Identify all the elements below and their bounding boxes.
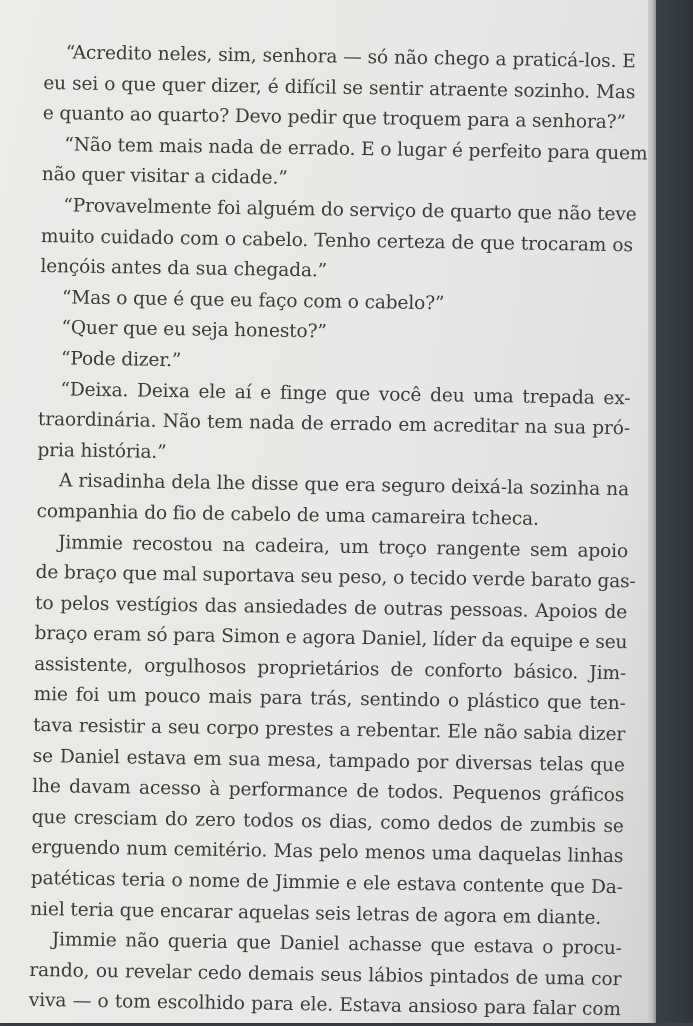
background-surface	[656, 0, 693, 1023]
text-line: e quanto ao quarto? Devo pedir que troquem para a senhora?”	[42, 103, 626, 134]
text-line: A risadinha dela lhe disse que era seguro deixá-la sozinha na	[58, 470, 630, 501]
text-line: viva — o tom escolhido para ele. Estava ansioso para falar com	[28, 990, 621, 1021]
page-edge	[648, 0, 656, 1023]
text-line: Jimmie não queria que Daniel achasse que estava o procu-	[51, 929, 622, 960]
text-line: patéticas teria o nome de Jimmie e ele estava contente que Da-	[30, 867, 623, 899]
text-line: erguendo num cemitério. Mas pelo menos uma daquelas linhas	[31, 837, 624, 868]
text-line: “Quer que eu seja honesto?”	[61, 317, 327, 343]
text-line: se Daniel estava em sua mesa, tampado por diversas telas que	[32, 745, 625, 776]
text-line: niel teria que encarar aquelas seis letras de agora em diante.	[30, 898, 602, 929]
text-line: to pelos vestígios das ansiedades de outras pessoas. Apoios de	[34, 592, 628, 623]
text-line: “Pode dizer.”	[60, 348, 182, 372]
text-line: traordinária. Não tem nada de errado em acreditar na sua pró-	[37, 409, 631, 440]
text-line: rando, ou revelar cedo demais seus lábios pintados de uma cor	[29, 959, 622, 990]
text-line: muito cuidado com o cabelo. Tenho certeza de que trocaram os	[40, 225, 633, 256]
text-line: lençóis antes da sua chegada.”	[40, 256, 328, 282]
text-line: “Acredito neles, sim, senhora — só não chego a praticá-los. E	[65, 42, 636, 73]
text-line: “Deixa. Deixa ele aí e finge que você deu uma trepada ex-	[60, 378, 631, 409]
text-line: “Provavelmente foi alguém do serviço de quarto que não teve	[63, 195, 637, 226]
text-line: tava resistir a seu corpo prestes a rebentar. Ele não sabia dizer	[33, 714, 626, 746]
text-line: “Mas o que é que eu faço com o cabelo?”	[61, 287, 445, 315]
text-line: assistente, orgulhosos proprietários de conforto básico. Jim-	[33, 653, 627, 685]
text-line: mie foi um pouco mais para trás, sentindo o plástico que ten-	[33, 684, 626, 715]
text-line: companhia do fio de cabelo de uma camareira tcheca.	[36, 500, 539, 530]
page-text	[28, 38, 648, 1026]
text-line: “Não tem mais nada de errado. E o lugar é perfeito para quem	[64, 134, 648, 165]
text-line: que cresciam do zero todos os dias, como dedos de zumbis se	[31, 806, 624, 838]
text-line: lhe davam acesso à performance de todos. Pequenos gráficos	[32, 776, 625, 807]
text-line: não quer visitar a cidade.”	[41, 164, 288, 190]
text-line: eu sei o que quer dizer, é difícil se sentir atraente sozinho. Mas	[43, 72, 636, 103]
text-line: pria história.”	[37, 439, 167, 463]
text-line: de braço que mal suportava seu peso, o tecido verde barato gas-	[35, 562, 636, 593]
text-line: Jimmie recostou na cadeira, um troço rangente sem apoio	[57, 531, 629, 562]
text-line: braço eram só para Simon e agora Daniel, líder da equipe e seu	[34, 623, 628, 654]
